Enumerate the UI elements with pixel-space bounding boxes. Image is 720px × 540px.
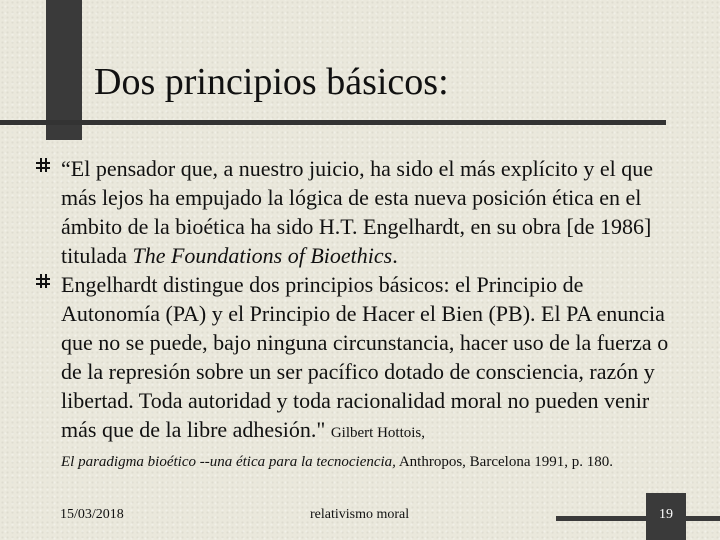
page-number: 19 (659, 507, 673, 522)
citation (36, 451, 686, 473)
bullet-quote-end: . (392, 243, 398, 268)
footer-rule (556, 516, 720, 521)
bullet-quote (36, 154, 686, 270)
footer-date: 15/03/2018 (60, 507, 124, 522)
hash-bullet-icon (36, 274, 50, 288)
decorative-left-bar (46, 0, 82, 140)
bullet-engelhardt-text: Engelhardt distingue dos principios básicos: el Principio de Autonomía (PA) y el Principio de Hacer el Bien (PB). El PA enuncia que no se puede, bajo ninguna circunstancia, hacer uso de la fuerza o de la represión sobre un ser pacífico dotado de consciencia, razón y libertad. Toda autoridad y toda racionalidad moral no pueden venir más que de la libre adhesión." (61, 272, 669, 442)
citation-title: El paradigma bioético --una ética para la tecnociencia, (61, 454, 396, 470)
title-rule (0, 120, 666, 125)
attribution: Gilbert Hottois, (330, 425, 426, 441)
slide-body (36, 154, 686, 473)
hash-bullet-icon (36, 158, 50, 172)
bullet-engelhardt (36, 270, 686, 448)
slide-title: Dos principios básicos: (94, 61, 449, 103)
bullet-quote-text: “El pensador que, a nuestro juicio, ha sido el más explícito y el que más lejos ha empujado la lógica de esta nueva posición ética en el ámbito de la bioética ha sido H.T. Engelhardt, en su obra [de 1986] titulada (61, 156, 654, 268)
footer-title: relativismo moral (310, 507, 410, 522)
citation-rest: Anthropos, Barcelona 1991, p. 180. (395, 454, 613, 470)
book-title: The Foundations of Bioethics (132, 243, 393, 268)
